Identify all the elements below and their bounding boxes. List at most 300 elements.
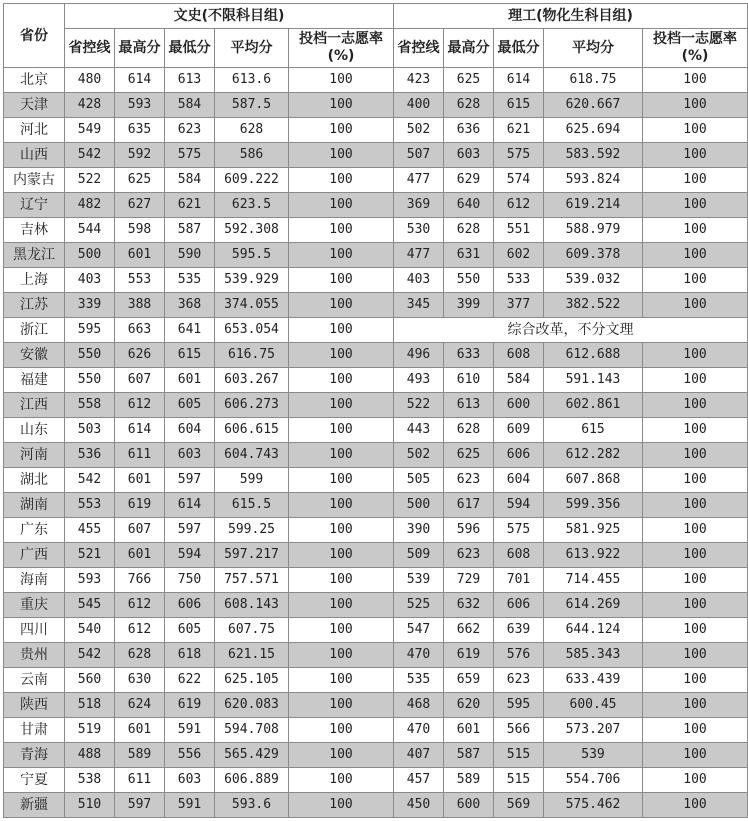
arts-value-cell: 428: [65, 93, 115, 118]
science-value-cell: 593.824: [544, 168, 643, 193]
arts-value-cell: 100: [289, 493, 394, 518]
science-value-cell: 569: [494, 793, 544, 818]
arts-value-cell: 549: [65, 118, 115, 143]
science-value-cell: 625: [444, 443, 494, 468]
arts-value-cell: 587: [165, 218, 215, 243]
arts-value-cell: 100: [289, 68, 394, 93]
arts-value-cell: 100: [289, 593, 394, 618]
science-value-cell: 100: [643, 443, 748, 468]
science-value-cell: 662: [444, 618, 494, 643]
arts-value-cell: 615.5: [215, 493, 289, 518]
table-row: [4, 68, 748, 93]
arts-value-cell: 592.308: [215, 218, 289, 243]
arts-value-cell: 584: [165, 93, 215, 118]
arts-value-cell: 539.929: [215, 268, 289, 293]
arts-value-cell: 606: [165, 593, 215, 618]
arts-value-cell: 628: [115, 643, 165, 668]
arts-value-cell: 100: [289, 643, 394, 668]
province-cell: 四川: [4, 618, 65, 643]
arts-value-cell: 604: [165, 418, 215, 443]
arts-value-cell: 593: [115, 93, 165, 118]
arts-value-cell: 618: [165, 643, 215, 668]
arts-value-cell: 606.615: [215, 418, 289, 443]
science-value-cell: 100: [643, 193, 748, 218]
arts-min-score-header: 最低分: [165, 29, 215, 68]
science-value-cell: 629: [444, 168, 494, 193]
science-value-cell: 609.378: [544, 243, 643, 268]
science-value-cell: 525: [394, 593, 444, 618]
table-row: [4, 243, 748, 268]
science-value-cell: 604: [494, 468, 544, 493]
province-cell: 安徽: [4, 343, 65, 368]
province-cell: 甘肃: [4, 718, 65, 743]
arts-value-cell: 598: [115, 218, 165, 243]
science-value-cell: 502: [394, 118, 444, 143]
science-value-cell: 345: [394, 293, 444, 318]
table-row: [4, 193, 748, 218]
science-value-cell: 600.45: [544, 693, 643, 718]
arts-value-cell: 601: [165, 368, 215, 393]
arts-value-cell: 607: [115, 518, 165, 543]
arts-value-cell: 623: [165, 118, 215, 143]
science-value-cell: 574: [494, 168, 544, 193]
science-value-cell: 477: [394, 243, 444, 268]
arts-value-cell: 607: [115, 368, 165, 393]
table-row: [4, 93, 748, 118]
sci-max-score-header: 最高分: [444, 29, 494, 68]
science-value-cell: 606: [494, 443, 544, 468]
arts-value-cell: 403: [65, 268, 115, 293]
arts-value-cell: 612: [115, 618, 165, 643]
arts-value-cell: 605: [165, 618, 215, 643]
science-value-cell: 612.688: [544, 343, 643, 368]
arts-value-cell: 518: [65, 693, 115, 718]
science-value-cell: 619: [444, 643, 494, 668]
arts-value-cell: 535: [165, 268, 215, 293]
science-value-cell: 615: [544, 418, 643, 443]
arts-value-cell: 503: [65, 418, 115, 443]
science-value-cell: 100: [643, 693, 748, 718]
science-value-cell: 100: [643, 668, 748, 693]
science-value-cell: 505: [394, 468, 444, 493]
arts-value-cell: 607.75: [215, 618, 289, 643]
arts-value-cell: 595: [65, 318, 115, 343]
arts-value-cell: 612: [115, 393, 165, 418]
arts-value-cell: 593: [65, 568, 115, 593]
province-cell: 黑龙江: [4, 243, 65, 268]
province-cell: 重庆: [4, 593, 65, 618]
arts-value-cell: 615: [165, 343, 215, 368]
arts-value-cell: 635: [115, 118, 165, 143]
arts-value-cell: 368: [165, 293, 215, 318]
science-value-cell: 602.861: [544, 393, 643, 418]
arts-value-cell: 603: [165, 443, 215, 468]
province-cell: 上海: [4, 268, 65, 293]
science-value-cell: 100: [643, 568, 748, 593]
table-row: [4, 718, 748, 743]
science-value-cell: 100: [643, 718, 748, 743]
science-value-cell: 619.214: [544, 193, 643, 218]
arts-value-cell: 603: [165, 768, 215, 793]
arts-value-cell: 641: [165, 318, 215, 343]
arts-value-cell: 626: [115, 343, 165, 368]
reform-note-cell: 综合改革，不分文理: [394, 318, 748, 343]
sci-avg-score-header: 平均分: [544, 29, 643, 68]
science-value-cell: 100: [643, 68, 748, 93]
science-value-cell: 591.143: [544, 368, 643, 393]
science-value-cell: 100: [643, 143, 748, 168]
arts-value-cell: 100: [289, 618, 394, 643]
science-value-cell: 100: [643, 243, 748, 268]
science-value-cell: 636: [444, 118, 494, 143]
arts-value-cell: 100: [289, 468, 394, 493]
arts-value-cell: 100: [289, 693, 394, 718]
science-value-cell: 550: [444, 268, 494, 293]
province-cell: 宁夏: [4, 768, 65, 793]
science-value-cell: 628: [444, 93, 494, 118]
science-value-cell: 507: [394, 143, 444, 168]
science-value-cell: 100: [643, 493, 748, 518]
arts-value-cell: 625: [115, 168, 165, 193]
arts-value-cell: 663: [115, 318, 165, 343]
science-value-cell: 631: [444, 243, 494, 268]
arts-value-cell: 591: [165, 718, 215, 743]
arts-value-cell: 100: [289, 193, 394, 218]
arts-value-cell: 603.267: [215, 368, 289, 393]
science-value-cell: 100: [643, 743, 748, 768]
science-value-cell: 533: [494, 268, 544, 293]
science-value-cell: 100: [643, 368, 748, 393]
arts-group-header: 文史(不限科目组): [65, 4, 394, 29]
arts-value-cell: 594.708: [215, 718, 289, 743]
science-value-cell: 539: [394, 568, 444, 593]
province-cell: 福建: [4, 368, 65, 393]
science-value-cell: 581.925: [544, 518, 643, 543]
science-value-cell: 614: [494, 68, 544, 93]
science-value-cell: 407: [394, 743, 444, 768]
arts-value-cell: 100: [289, 318, 394, 343]
arts-value-cell: 100: [289, 168, 394, 193]
arts-value-cell: 536: [65, 443, 115, 468]
table-row: [4, 693, 748, 718]
science-value-cell: 539: [544, 743, 643, 768]
arts-value-cell: 560: [65, 668, 115, 693]
arts-value-cell: 628: [215, 118, 289, 143]
science-value-cell: 509: [394, 543, 444, 568]
science-value-cell: 100: [643, 643, 748, 668]
province-cell: 贵州: [4, 643, 65, 668]
science-value-cell: 522: [394, 393, 444, 418]
province-cell: 湖南: [4, 493, 65, 518]
science-value-cell: 599.356: [544, 493, 643, 518]
science-value-cell: 390: [394, 518, 444, 543]
table-row: [4, 668, 748, 693]
table-row: [4, 293, 748, 318]
arts-value-cell: 595.5: [215, 243, 289, 268]
arts-value-cell: 374.055: [215, 293, 289, 318]
province-header: 省份: [4, 4, 65, 68]
science-value-cell: 496: [394, 343, 444, 368]
science-value-cell: 617: [444, 493, 494, 518]
science-value-cell: 535: [394, 668, 444, 693]
science-value-cell: 729: [444, 568, 494, 593]
arts-value-cell: 100: [289, 218, 394, 243]
arts-value-cell: 339: [65, 293, 115, 318]
arts-value-cell: 612: [115, 593, 165, 618]
arts-value-cell: 558: [65, 393, 115, 418]
arts-value-cell: 614: [115, 418, 165, 443]
table-row: [4, 368, 748, 393]
arts-value-cell: 100: [289, 243, 394, 268]
arts-value-cell: 599: [215, 468, 289, 493]
arts-value-cell: 611: [115, 768, 165, 793]
science-value-cell: 583.592: [544, 143, 643, 168]
sci-min-score-header: 最低分: [494, 29, 544, 68]
arts-value-cell: 544: [65, 218, 115, 243]
arts-value-cell: 619: [165, 693, 215, 718]
arts-avg-score-header: 平均分: [215, 29, 289, 68]
science-value-cell: 701: [494, 568, 544, 593]
arts-value-cell: 556: [165, 743, 215, 768]
table-row: [4, 518, 748, 543]
province-cell: 山西: [4, 143, 65, 168]
science-value-cell: 640: [444, 193, 494, 218]
science-value-cell: 470: [394, 643, 444, 668]
arts-value-cell: 590: [165, 243, 215, 268]
arts-value-cell: 614: [165, 493, 215, 518]
science-value-cell: 585.343: [544, 643, 643, 668]
arts-value-cell: 627: [115, 193, 165, 218]
table-row: [4, 768, 748, 793]
arts-value-cell: 589: [115, 743, 165, 768]
science-value-cell: 587: [444, 743, 494, 768]
arts-value-cell: 584: [165, 168, 215, 193]
table-header: [4, 4, 748, 68]
science-value-cell: 610: [444, 368, 494, 393]
arts-value-cell: 586: [215, 143, 289, 168]
science-value-cell: 613.922: [544, 543, 643, 568]
arts-value-cell: 100: [289, 268, 394, 293]
science-value-cell: 100: [643, 93, 748, 118]
science-value-cell: 539.032: [544, 268, 643, 293]
province-cell: 吉林: [4, 218, 65, 243]
arts-value-cell: 538: [65, 768, 115, 793]
science-value-cell: 613: [444, 393, 494, 418]
science-value-cell: 589: [444, 768, 494, 793]
arts-value-cell: 542: [65, 643, 115, 668]
arts-value-cell: 488: [65, 743, 115, 768]
arts-value-cell: 100: [289, 293, 394, 318]
science-value-cell: 515: [494, 743, 544, 768]
arts-value-cell: 388: [115, 293, 165, 318]
arts-value-cell: 621: [165, 193, 215, 218]
science-value-cell: 100: [643, 268, 748, 293]
science-value-cell: 575: [494, 518, 544, 543]
science-value-cell: 621: [494, 118, 544, 143]
science-value-cell: 714.455: [544, 568, 643, 593]
science-value-cell: 576: [494, 643, 544, 668]
science-value-cell: 633: [444, 343, 494, 368]
province-cell: 辽宁: [4, 193, 65, 218]
science-value-cell: 573.207: [544, 718, 643, 743]
arts-value-cell: 100: [289, 368, 394, 393]
province-cell: 青海: [4, 743, 65, 768]
table-row: [4, 593, 748, 618]
science-value-cell: 502: [394, 443, 444, 468]
science-value-cell: 100: [643, 418, 748, 443]
science-value-cell: 623: [494, 668, 544, 693]
province-cell: 广东: [4, 518, 65, 543]
science-value-cell: 100: [643, 793, 748, 818]
science-value-cell: 547: [394, 618, 444, 643]
province-cell: 湖北: [4, 468, 65, 493]
science-value-cell: 602: [494, 243, 544, 268]
arts-value-cell: 519: [65, 718, 115, 743]
arts-value-cell: 620.083: [215, 693, 289, 718]
arts-value-cell: 100: [289, 118, 394, 143]
science-value-cell: 601: [444, 718, 494, 743]
science-value-cell: 100: [643, 768, 748, 793]
arts-value-cell: 614: [115, 68, 165, 93]
arts-control-line-header: 省控线: [65, 29, 115, 68]
arts-value-cell: 100: [289, 543, 394, 568]
science-value-cell: 575.462: [544, 793, 643, 818]
science-value-cell: 443: [394, 418, 444, 443]
arts-value-cell: 591: [165, 793, 215, 818]
province-cell: 内蒙古: [4, 168, 65, 193]
arts-value-cell: 601: [115, 543, 165, 568]
science-value-cell: 100: [643, 543, 748, 568]
arts-value-cell: 500: [65, 243, 115, 268]
table-row: [4, 743, 748, 768]
province-cell: 北京: [4, 68, 65, 93]
science-value-cell: 600: [444, 793, 494, 818]
table-row: [4, 468, 748, 493]
arts-value-cell: 455: [65, 518, 115, 543]
sci-first-choice-rate-header: 投档一志愿率(%): [643, 29, 748, 68]
arts-value-cell: 100: [289, 668, 394, 693]
science-value-cell: 477: [394, 168, 444, 193]
science-value-cell: 633.439: [544, 668, 643, 693]
arts-value-cell: 599.25: [215, 518, 289, 543]
arts-value-cell: 592: [115, 143, 165, 168]
arts-value-cell: 630: [115, 668, 165, 693]
science-value-cell: 100: [643, 343, 748, 368]
arts-value-cell: 609.222: [215, 168, 289, 193]
table-row: [4, 418, 748, 443]
arts-value-cell: 597: [165, 518, 215, 543]
table-row: [4, 393, 748, 418]
science-value-cell: 632: [444, 593, 494, 618]
arts-value-cell: 653.054: [215, 318, 289, 343]
science-value-cell: 515: [494, 768, 544, 793]
arts-value-cell: 621.15: [215, 643, 289, 668]
table-row: [4, 118, 748, 143]
science-value-cell: 457: [394, 768, 444, 793]
arts-value-cell: 510: [65, 793, 115, 818]
science-value-cell: 100: [643, 593, 748, 618]
science-value-cell: 600: [494, 393, 544, 418]
arts-value-cell: 575: [165, 143, 215, 168]
science-value-cell: 575: [494, 143, 544, 168]
science-group-header: 理工(物化生科目组): [394, 4, 748, 29]
science-value-cell: 608: [494, 543, 544, 568]
table-row: [4, 268, 748, 293]
province-cell: 海南: [4, 568, 65, 593]
science-value-cell: 628: [444, 418, 494, 443]
arts-value-cell: 480: [65, 68, 115, 93]
science-value-cell: 607.868: [544, 468, 643, 493]
arts-value-cell: 100: [289, 793, 394, 818]
science-value-cell: 596: [444, 518, 494, 543]
arts-value-cell: 613: [165, 68, 215, 93]
arts-value-cell: 757.571: [215, 568, 289, 593]
arts-value-cell: 597.217: [215, 543, 289, 568]
science-value-cell: 470: [394, 718, 444, 743]
science-value-cell: 554.706: [544, 768, 643, 793]
science-value-cell: 500: [394, 493, 444, 518]
table-row: [4, 168, 748, 193]
province-cell: 天津: [4, 93, 65, 118]
province-cell: 新疆: [4, 793, 65, 818]
province-cell: 陕西: [4, 693, 65, 718]
arts-first-choice-rate-header: 投档一志愿率(%): [289, 29, 394, 68]
science-value-cell: 468: [394, 693, 444, 718]
arts-value-cell: 611: [115, 443, 165, 468]
table-row: [4, 493, 748, 518]
arts-value-cell: 545: [65, 593, 115, 618]
arts-value-cell: 550: [65, 368, 115, 393]
province-cell: 河北: [4, 118, 65, 143]
arts-value-cell: 542: [65, 468, 115, 493]
arts-value-cell: 521: [65, 543, 115, 568]
arts-value-cell: 100: [289, 568, 394, 593]
arts-value-cell: 606.273: [215, 393, 289, 418]
table-body: [4, 68, 748, 818]
arts-value-cell: 522: [65, 168, 115, 193]
province-cell: 广西: [4, 543, 65, 568]
arts-value-cell: 482: [65, 193, 115, 218]
science-value-cell: 450: [394, 793, 444, 818]
science-value-cell: 493: [394, 368, 444, 393]
table-row: [4, 218, 748, 243]
science-value-cell: 606: [494, 593, 544, 618]
science-value-cell: 644.124: [544, 618, 643, 643]
science-value-cell: 530: [394, 218, 444, 243]
science-value-cell: 377: [494, 293, 544, 318]
arts-value-cell: 550: [65, 343, 115, 368]
science-value-cell: 100: [643, 118, 748, 143]
arts-value-cell: 605: [165, 393, 215, 418]
table-row: [4, 318, 748, 343]
arts-value-cell: 565.429: [215, 743, 289, 768]
science-value-cell: 399: [444, 293, 494, 318]
science-value-cell: 625.694: [544, 118, 643, 143]
arts-value-cell: 597: [115, 793, 165, 818]
science-value-cell: 100: [643, 618, 748, 643]
arts-value-cell: 100: [289, 768, 394, 793]
arts-max-score-header: 最高分: [115, 29, 165, 68]
science-value-cell: 620: [444, 693, 494, 718]
arts-value-cell: 100: [289, 143, 394, 168]
arts-value-cell: 593.6: [215, 793, 289, 818]
arts-value-cell: 100: [289, 718, 394, 743]
science-value-cell: 628: [444, 218, 494, 243]
arts-value-cell: 100: [289, 443, 394, 468]
province-cell: 江西: [4, 393, 65, 418]
science-value-cell: 369: [394, 193, 444, 218]
arts-value-cell: 100: [289, 743, 394, 768]
